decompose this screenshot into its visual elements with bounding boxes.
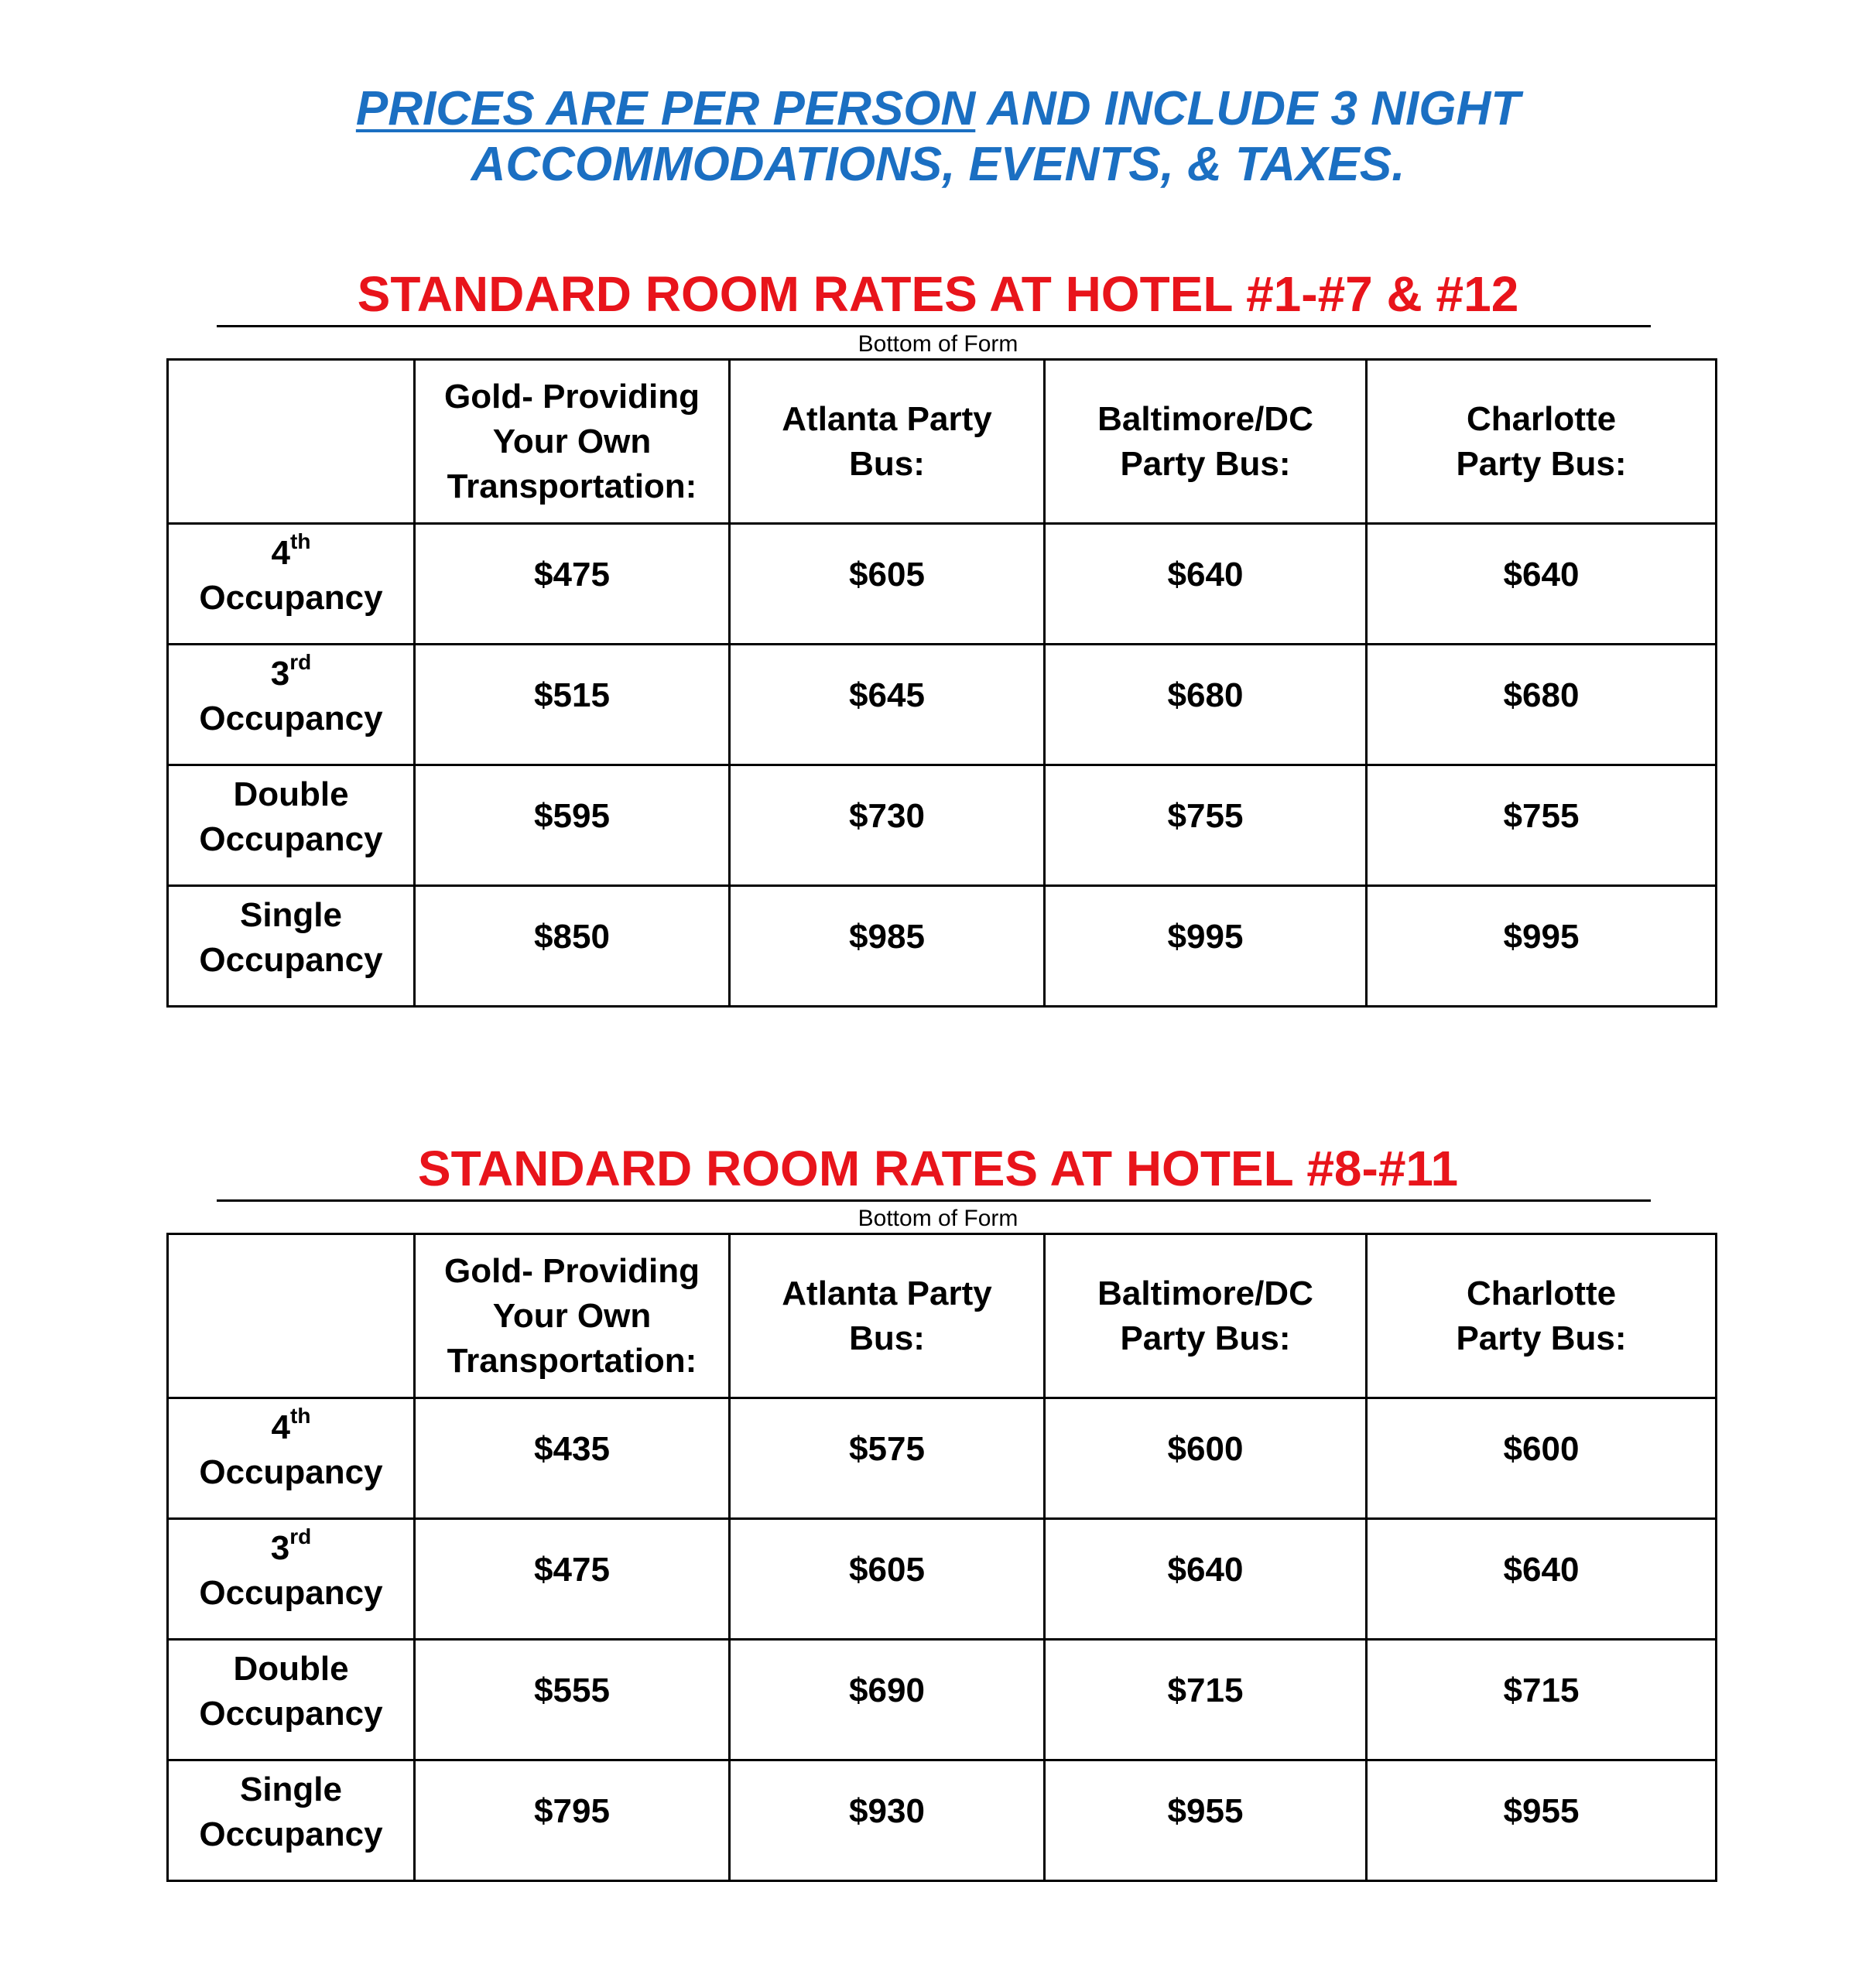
price-cell: $715	[1367, 1640, 1717, 1760]
pricing-note-line2: ACCOMMODATIONS, EVENTS, & TAXES.	[471, 138, 1405, 191]
price-cell: $995	[1367, 886, 1717, 1007]
price-cell: $850	[415, 886, 730, 1007]
price-cell: $515	[415, 645, 730, 765]
price-cell: $600	[1045, 1398, 1367, 1519]
price-cell: $995	[1045, 886, 1367, 1007]
table-header-row	[168, 1234, 1717, 1398]
row-label: Single Occupancy	[168, 1760, 415, 1881]
price-cell: $930	[730, 1760, 1045, 1881]
row-label: 3rd Occupancy	[168, 645, 415, 765]
corner-cell	[168, 360, 415, 524]
price-cell: $640	[1045, 524, 1367, 645]
header-cell: Atlanta Party Bus:	[730, 360, 1045, 524]
header-cell: Charlotte Party Bus:	[1367, 1234, 1717, 1398]
row-label: 4th Occupancy	[168, 524, 415, 645]
row-label: 4th Occupancy	[168, 1398, 415, 1519]
price-cell: $595	[415, 765, 730, 886]
price-cell: $755	[1045, 765, 1367, 886]
price-cell: $475	[415, 1519, 730, 1640]
price-cell: $600	[1367, 1398, 1717, 1519]
header-cell: Gold- Providing Your Own Transportation:	[415, 360, 730, 524]
price-cell: $690	[730, 1640, 1045, 1760]
row-label: 3rd Occupancy	[168, 1519, 415, 1640]
price-cell: $640	[1045, 1519, 1367, 1640]
price-cell: $680	[1045, 645, 1367, 765]
price-cell: $955	[1045, 1760, 1367, 1881]
price-cell: $680	[1367, 645, 1717, 765]
price-cell: $755	[1367, 765, 1717, 886]
header-cell: Charlotte Party Bus:	[1367, 360, 1717, 524]
table-row	[168, 1760, 1717, 1881]
price-cell: $730	[730, 765, 1045, 886]
table-row	[168, 886, 1717, 1007]
table-header-row	[168, 360, 1717, 524]
price-cell: $555	[415, 1640, 730, 1760]
table-row	[168, 1640, 1717, 1760]
table-row	[168, 645, 1717, 765]
section-title: STANDARD ROOM RATES AT HOTEL #1-#7 & #12	[357, 266, 1519, 322]
price-cell: $605	[730, 1519, 1045, 1640]
price-cell: $435	[415, 1398, 730, 1519]
pricing-note-underlined: PRICES ARE PER PERSON	[355, 82, 976, 135]
price-cell: $795	[415, 1760, 730, 1881]
section-title: STANDARD ROOM RATES AT HOTEL #8-#11	[417, 1141, 1459, 1196]
rate-table	[166, 358, 1717, 1008]
header-cell: Baltimore/DC Party Bus:	[1045, 360, 1367, 524]
pricing-note-line1: AND INCLUDE 3 NIGHT	[975, 82, 1521, 135]
header-cell: Baltimore/DC Party Bus:	[1045, 1234, 1367, 1398]
price-cell: $640	[1367, 1519, 1717, 1640]
price-cell: $645	[730, 645, 1045, 765]
price-cell: $575	[730, 1398, 1045, 1519]
divider	[217, 325, 1651, 327]
corner-cell	[168, 1234, 415, 1398]
table-row	[168, 765, 1717, 886]
pricing-note	[0, 81, 1876, 193]
table-row	[168, 1398, 1717, 1519]
form-note: Bottom of Form	[858, 1206, 1018, 1231]
row-label: Double Occupancy	[168, 1640, 415, 1760]
rate-table	[166, 1233, 1717, 1882]
header-cell: Atlanta Party Bus:	[730, 1234, 1045, 1398]
header-cell: Gold- Providing Your Own Transportation:	[415, 1234, 730, 1398]
row-label: Single Occupancy	[168, 886, 415, 1007]
price-cell: $715	[1045, 1640, 1367, 1760]
price-cell: $985	[730, 886, 1045, 1007]
row-label: Double Occupancy	[168, 765, 415, 886]
price-cell: $605	[730, 524, 1045, 645]
form-note: Bottom of Form	[858, 331, 1018, 357]
table-row	[168, 1519, 1717, 1640]
price-cell: $955	[1367, 1760, 1717, 1881]
price-cell: $475	[415, 524, 730, 645]
price-cell: $640	[1367, 524, 1717, 645]
table-row	[168, 524, 1717, 645]
divider	[217, 1199, 1651, 1202]
